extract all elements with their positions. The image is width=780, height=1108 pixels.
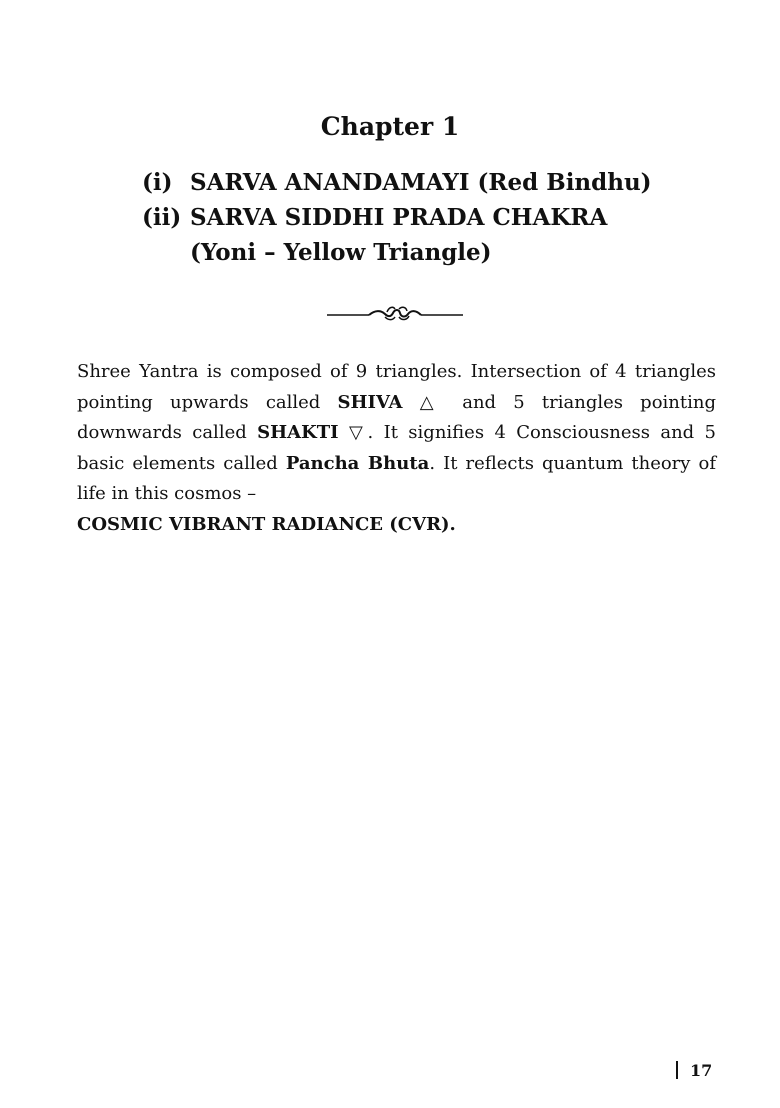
heading-1-number: (i) — [142, 169, 173, 196]
heading-1 — [142, 165, 742, 200]
cvr-term: COSMIC VIBRANT RADIANCE (CVR). — [77, 513, 456, 535]
paragraph-text-4: . It reflects quantum theory of life in this cosmos – — [77, 452, 717, 504]
heading-2 — [142, 200, 742, 235]
paragraph-text-2: and 5 triangles pointing downwards called — [77, 391, 716, 443]
downward-triangle-icon: ▽ — [348, 422, 368, 443]
shakti-term: SHAKTI — [257, 422, 339, 443]
shiva-term: SHIVA — [337, 391, 403, 413]
paragraph-text-3: . It signifies 4 Consciousness and 5 basic elements called — [77, 422, 717, 474]
page-number-value: 17 — [690, 1061, 713, 1080]
chapter-title: Chapter 1 — [320, 112, 460, 141]
pancha-bhuta-term: Pancha Bhuta — [285, 452, 430, 474]
page-number — [676, 1061, 712, 1080]
body-paragraph — [77, 357, 716, 540]
paragraph-text-1: Shree Yantra is composed of 9 triangles. Intersection of 4 triangles pointing upwards called — [77, 361, 716, 413]
heading-2-number: (ii) — [142, 204, 182, 231]
page-number-divider — [676, 1061, 678, 1079]
heading-2-continuation — [142, 235, 742, 270]
heading-2-text: SARVA SIDDHI PRADA CHAKRA — [190, 204, 608, 231]
upward-triangle-icon: △ — [419, 391, 446, 413]
heading-1-text: SARVA ANANDAMAYI (Red Bindhu) — [190, 169, 652, 196]
ornament-divider — [325, 302, 465, 324]
chapter-headings — [142, 165, 742, 270]
heading-2-continuation-text: (Yoni – Yellow Triangle) — [190, 239, 492, 266]
